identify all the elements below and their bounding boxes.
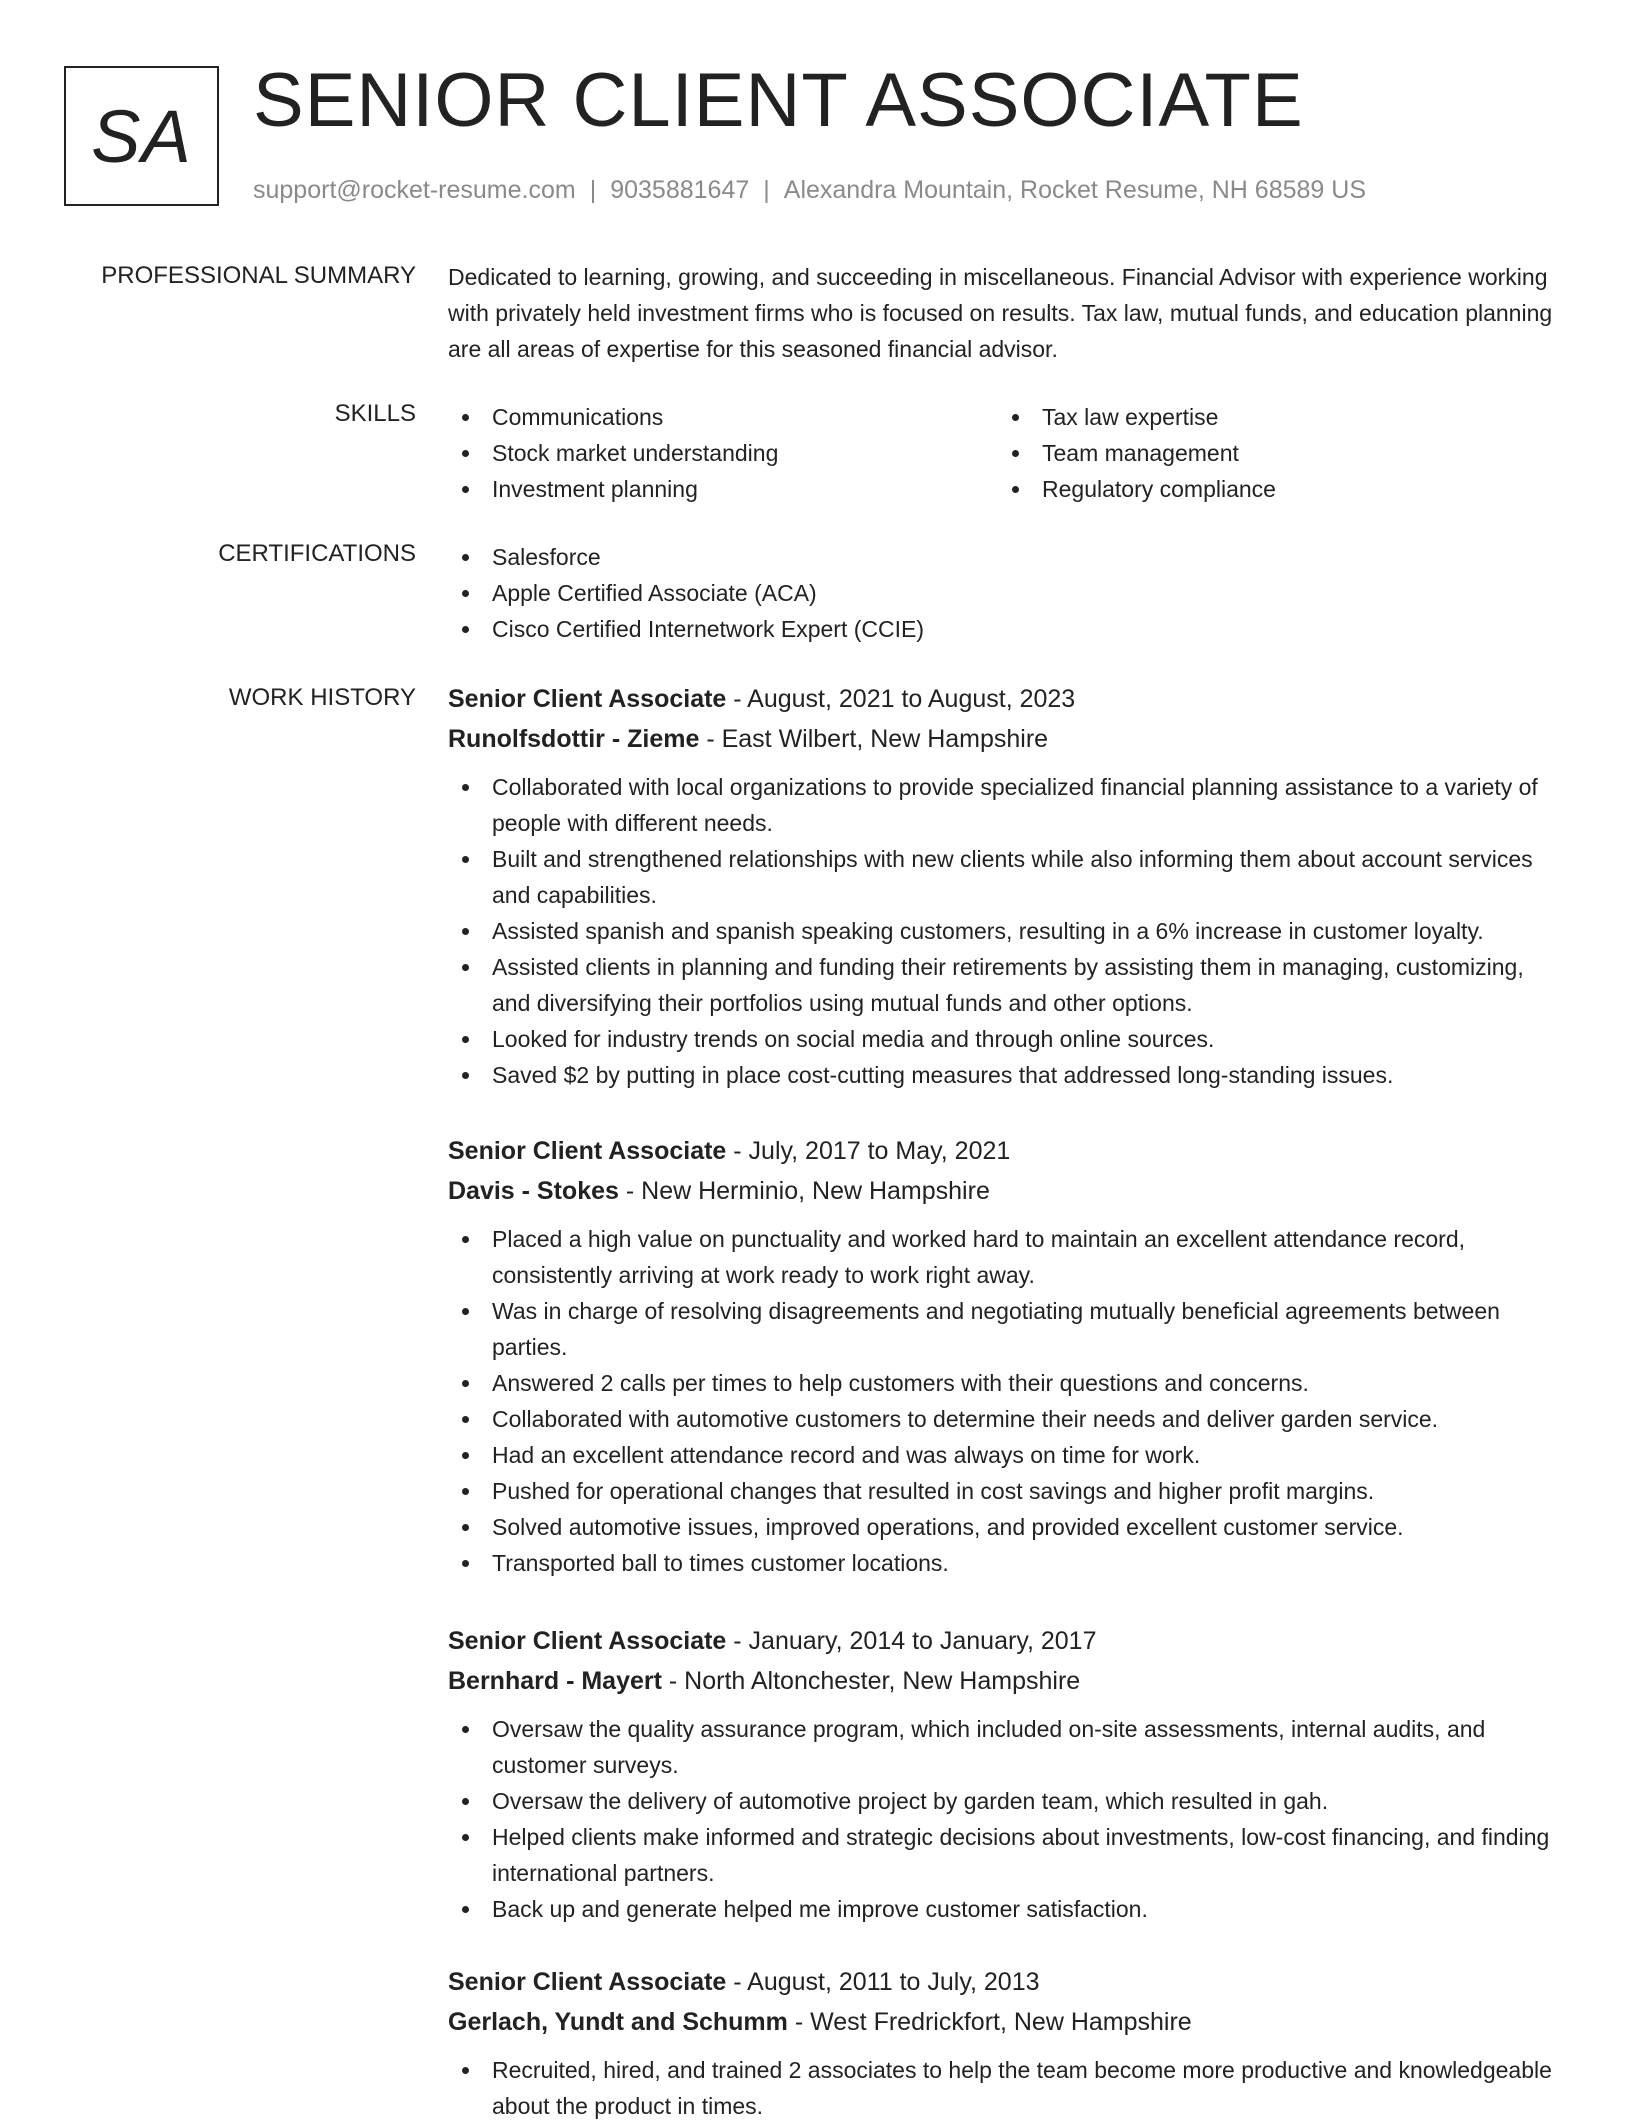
job-bullets <box>448 1711 1568 1927</box>
section-label-certifications: CERTIFICATIONS <box>218 540 416 567</box>
job-bullet: Solved automotive issues, improved operations, and provided excellent customer service. <box>448 1509 1568 1545</box>
summary-section <box>448 259 1568 367</box>
skills-list-right <box>998 399 1548 507</box>
job-location: - West Fredrickfort, New Hampshire <box>787 2008 1192 2036</box>
job-title-line <box>448 679 1568 719</box>
job-bullet: Oversaw the quality assurance program, which included on-site assessments, internal audits, and customer surveys. <box>448 1711 1568 1783</box>
job-bullet: Pushed for operational changes that resulted in cost savings and higher profit margins. <box>448 1473 1568 1509</box>
summary-text: Dedicated to learning, growing, and succeeding in miscellaneous. Financial Advisor with experience working with privately held investment firms who is focused on results. Tax law, mutual funds, and education planning are all areas of expertise for this seasoned financial advisor. <box>448 264 1553 362</box>
certifications-section <box>448 539 1568 647</box>
job-title-line <box>448 1131 1568 1171</box>
certification-item: Salesforce <box>448 539 1568 575</box>
job-company-line <box>448 1171 1568 1211</box>
job-bullets <box>448 1221 1568 1581</box>
job-bullet: Oversaw the delivery of automotive project by garden team, which resulted in gah. <box>448 1783 1568 1819</box>
job-bullet: Built and strengthened relationships with new clients while also informing them about account services and capabilities. <box>448 841 1568 913</box>
job-bullet: Looked for industry trends on social media and through online sources. <box>448 1021 1568 1057</box>
job-bullets <box>448 2052 1568 2124</box>
job-company: Gerlach, Yundt and Schumm <box>448 2008 788 2036</box>
job-bullet: Collaborated with automotive customers to determine their needs and deliver garden service. <box>448 1401 1568 1437</box>
address: Alexandra Mountain, Rocket Resume, NH 68589 US <box>783 176 1367 204</box>
job-bullet: Saved $2 by putting in place cost-cutting measures that addressed long-standing issues. <box>448 1057 1568 1093</box>
skill-item: Regulatory compliance <box>998 471 1548 507</box>
job-title: Senior Client Associate <box>448 685 727 713</box>
job-company-line <box>448 1661 1568 1701</box>
job-bullet: Collaborated with local organizations to provide specialized financial planning assistance to a variety of people with different needs. <box>448 769 1568 841</box>
skill-item: Tax law expertise <box>998 399 1548 435</box>
job-location: - New Herminio, New Hampshire <box>618 1177 990 1205</box>
certification-item: Cisco Certified Internetwork Expert (CCIE) <box>448 611 1568 647</box>
job-bullet: Had an excellent attendance record and was always on time for work. <box>448 1437 1568 1473</box>
contact-line <box>253 173 1366 207</box>
job-company: Davis - Stokes <box>448 1177 619 1205</box>
job-bullet: Back up and generate helped me improve customer satisfaction. <box>448 1891 1568 1927</box>
certification-item: Apple Certified Associate (ACA) <box>448 575 1568 611</box>
skill-item: Team management <box>998 435 1548 471</box>
job-bullet: Placed a high value on punctuality and worked hard to maintain an excellent attendance record, consistently arriving at work ready to work right away. <box>448 1221 1568 1293</box>
job-location: - North Altonchester, New Hampshire <box>661 1667 1081 1695</box>
job-bullet: Was in charge of resolving disagreements and negotiating mutually beneficial agreements between parties. <box>448 1293 1568 1365</box>
job-title-line <box>448 1962 1568 2002</box>
resume-title: SENIOR CLIENT ASSOCIATE <box>253 58 1304 143</box>
skill-item: Stock market understanding <box>448 435 998 471</box>
job-bullet: Transported ball to times customer locations. <box>448 1545 1568 1581</box>
job-bullet: Assisted clients in planning and funding their retirements by assisting them in managing, customizing, and diversifying their portfolios using mutual funds and other options. <box>448 949 1568 1021</box>
section-label-skills: SKILLS <box>334 400 416 427</box>
job-bullets <box>448 769 1568 1093</box>
job-location: - East Wilbert, New Hampshire <box>699 725 1049 753</box>
job-entry <box>448 679 1568 1093</box>
certifications-list <box>448 539 1568 647</box>
section-label-work-history: WORK HISTORY <box>228 684 416 711</box>
job-bullet: Recruited, hired, and trained 2 associates to help the team become more productive and knowledgeable about the product in times. <box>448 2052 1568 2124</box>
job-dates: - July, 2017 to May, 2021 <box>726 1137 1011 1165</box>
contact-separator: | <box>589 176 597 204</box>
monogram-badge: SA <box>64 66 219 206</box>
contact-separator: | <box>763 176 770 204</box>
job-company: Runolfsdottir - Zieme <box>448 725 700 753</box>
job-dates: - August, 2021 to August, 2023 <box>726 685 1076 713</box>
job-company-line <box>448 2002 1568 2042</box>
phone-number[interactable]: 9035881647 <box>610 176 750 204</box>
skill-item: Investment planning <box>448 471 998 507</box>
section-label-summary: PROFESSIONAL SUMMARY <box>101 262 416 289</box>
job-bullet: Helped clients make informed and strategic decisions about investments, low-cost financing, and finding international partners. <box>448 1819 1568 1891</box>
job-company-line <box>448 719 1568 759</box>
job-entry <box>448 1962 1568 2124</box>
job-title: Senior Client Associate <box>448 1968 727 1996</box>
job-dates: - January, 2014 to January, 2017 <box>726 1627 1097 1655</box>
job-entry <box>448 1621 1568 1927</box>
skill-item: Communications <box>448 399 998 435</box>
skills-list-left <box>448 399 998 507</box>
job-company: Bernhard - Mayert <box>448 1667 662 1695</box>
job-title: Senior Client Associate <box>448 1627 727 1655</box>
job-bullet: Assisted spanish and spanish speaking customers, resulting in a 6% increase in customer loyalty. <box>448 913 1568 949</box>
job-dates: - August, 2011 to July, 2013 <box>726 1968 1040 1996</box>
job-entry <box>448 1131 1568 1581</box>
job-title: Senior Client Associate <box>448 1137 727 1165</box>
email-link[interactable]: support@rocket-resume.com <box>253 176 576 204</box>
job-bullet: Answered 2 calls per times to help customers with their questions and concerns. <box>448 1365 1568 1401</box>
job-title-line <box>448 1621 1568 1661</box>
skills-section <box>448 399 1568 507</box>
